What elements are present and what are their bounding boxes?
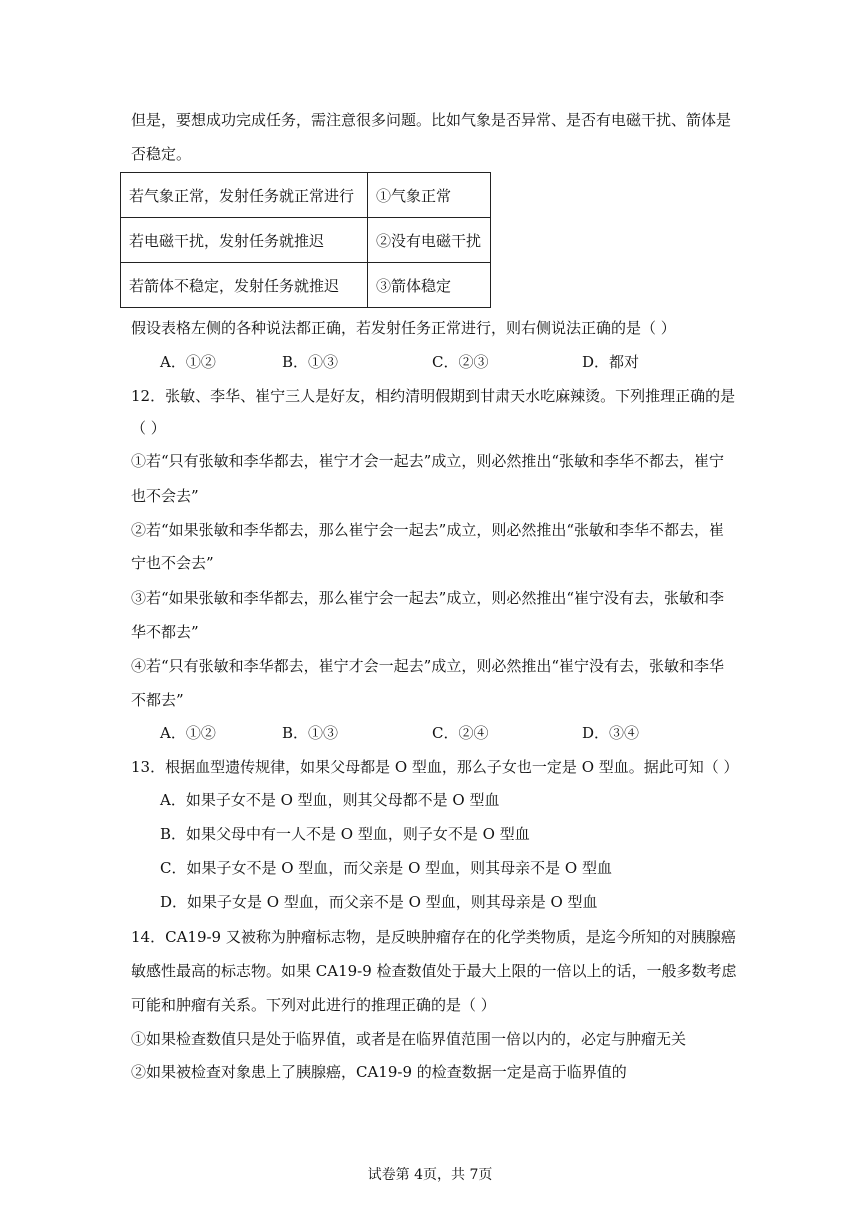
table-cell-right: ②没有电磁干扰 [368,218,491,263]
q13-option-a: A．如果子女不是 O 型血，则其父母都不是 O 型血 [160,791,500,809]
q14-statement-2: ②如果被检查对象患上了胰腺癌，CA19-9 的检查数据一定是高于临界值的 [131,1063,627,1081]
q11-option-c: C．②③ [432,353,489,371]
table-row [121,263,491,308]
q12-option-d: D．③④ [582,724,640,742]
q13-option-b: B．如果父母中有一人不是 O 型血，则子女不是 O 型血 [160,825,530,843]
table-row [121,218,491,263]
q14-stem-line-3: 可能和肿瘤有关系。下列对此进行的推理正确的是（ ） [131,996,496,1014]
q13-stem: 13．根据血型遗传规律，如果父母都是 O 型血，那么子女也一定是 O 型血。据此可知（ ） [131,758,739,776]
q13-option-d: D．如果子女是 O 型血，而父亲不是 O 型血，则其母亲是 O 型血 [160,893,598,911]
q12-statement-1-cont: 也不会去” [131,487,199,505]
q12-statement-4: ④若“只有张敏和李华都去，崔宁才会一起去”成立，则必然推出“崔宁没有去，张敏和李华 [131,657,725,675]
q12-option-a: A．①② [160,724,216,742]
table-cell-right: ③箭体稳定 [368,263,491,308]
q14-stem-line-2: 敏感性最高的标志物。如果 CA19-9 检查数值处于最大上限的一倍以上的话，一般多数考虑 [131,962,737,980]
q12-option-b: B．①③ [282,724,339,742]
q12-statement-1: ①若“只有张敏和李华都去，崔宁才会一起去”成立，则必然推出“张敏和李华不都去，崔宁 [131,452,725,470]
table-cell-left: 若气象正常，发射任务就正常进行 [121,173,368,218]
q12-statement-3: ③若“如果张敏和李华都去，那么崔宁会一起去”成立，则必然推出“崔宁没有去，张敏和李 [131,589,725,607]
q12-option-c: C．②④ [432,724,489,742]
q12-stem-line-2: （ ） [131,419,166,437]
q12-stem-line-1: 12．张敏、李华、崔宁三人是好友，相约清明假期到甘肃天水吃麻辣烫。下列推理正确的是 [131,387,736,405]
table-row [121,173,491,218]
condition-table [120,172,491,308]
q11-stem: 假设表格左侧的各种说法都正确，若发射任务正常进行，则右侧说法正确的是（ ） [131,319,676,337]
q12-statement-3-cont: 华不都去” [131,623,199,641]
q12-statement-2-cont: 宁也不会去” [131,554,214,572]
table-cell-left: 若电磁干扰，发射任务就推迟 [121,218,368,263]
intro-line-1: 但是，要想成功完成任务，需注意很多问题。比如气象是否异常、是否有电磁干扰、箭体是 [131,111,732,129]
table-cell-right: ①气象正常 [368,173,491,218]
q13-option-c: C．如果子女不是 O 型血，而父亲是 O 型血，则其母亲不是 O 型血 [160,859,612,877]
intro-line-2: 否稳定。 [131,145,192,163]
q14-statement-1: ①如果检查数值只是处于临界值，或者是在临界值范围一倍以内的，必定与肿瘤无关 [131,1030,687,1048]
table-cell-left: 若箭体不稳定，发射任务就推迟 [121,263,368,308]
q12-statement-2: ②若“如果张敏和李华都去，那么崔宁会一起去”成立，则必然推出“张敏和李华不都去，崔 [131,521,725,539]
q11-option-d: D．都对 [582,353,640,371]
q14-stem-line-1: 14．CA19-9 又被称为肿瘤标志物，是反映肿瘤存在的化学类物质，是迄今所知的对胰腺癌 [131,928,736,946]
q12-statement-4-cont: 不都去” [131,691,184,709]
page-footer: 试卷第 4页，共 7页 [367,1167,493,1183]
q11-option-a: A．①② [160,353,216,371]
q11-option-b: B．①③ [282,353,339,371]
